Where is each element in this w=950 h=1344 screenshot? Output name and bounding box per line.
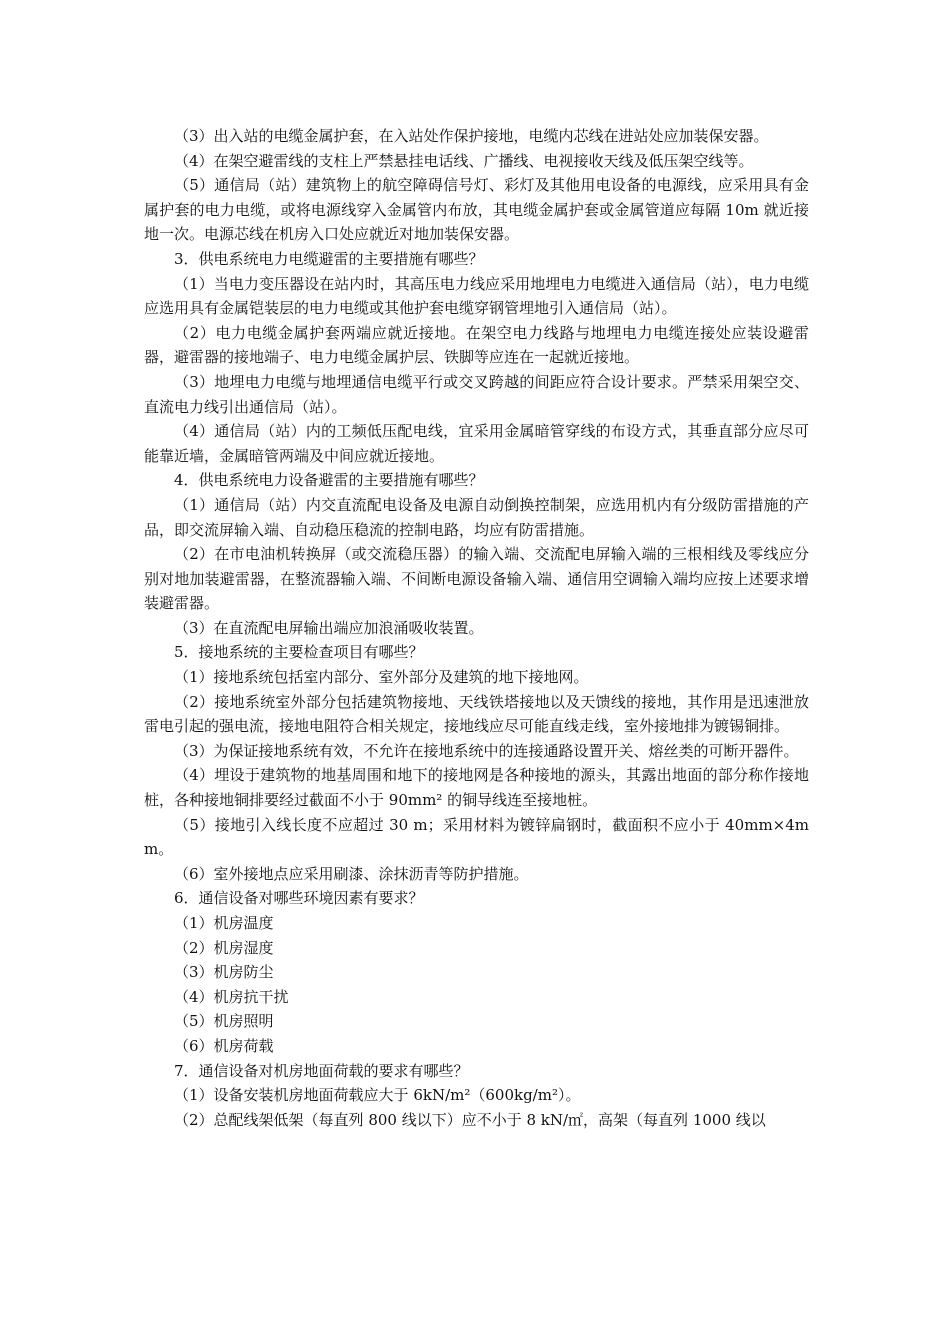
list-item-humidity: （2）机房湿度 [174,938,274,957]
section-heading-7: 7．通信设备对机房地面荷载的要求有哪些？ [174,1061,469,1080]
section-heading-3: 3．供电系统电力电缆避雷的主要措施有哪些？ [174,249,484,268]
paragraph-grounding-6: （6）室外接地点应采用刷漆、涂抹沥青等防护措施。 [174,864,529,883]
paragraph-cable-4: （4）通信局（站）内的工频低压配电线，宜采用金属暗管穿线的布设方式，其垂直部分应尽可能靠近墙，金属暗管两端及中间应就近接地。 [144,422,809,465]
paragraph-lightning-3: （3）出入站的电缆金属护套，在入站处作保护接地，电缆内芯线在进站处应加装保安器。 [174,127,769,145]
document-body [144,124,809,1132]
section-heading-4: 4．供电系统电力设备避雷的主要措施有哪些？ [174,471,484,490]
list-item-load: （6）机房荷载 [174,1036,274,1055]
paragraph-cable-3: （3）地埋电力电缆与地埋通信电缆平行或交叉跨越的间距应符合设计要求。严禁采用架空交、直流电力线引出通信局（站）。 [144,372,809,416]
paragraph-equipment-2: （2）在市电油机转换屏（或交流稳压器）的输入端、交流配电屏输入端的三根相线及零线应分别对地加装避雷器，在整流器输入端、不间断电源设备输入端、通信用空调输入端均应按上述要求增装避雷器。 [144,545,809,613]
list-item-interference: （4）机房抗干扰 [174,987,289,1006]
paragraph-lightning-5: （5）通信局（站）建筑物上的航空障碍信号灯、彩灯及其他用电设备的电源线，应采用具有金属护套的电力电缆，或将电源线穿入金属管内布放，其电缆金属护套或金属管道应每隔 10m 就近接地一次。电源芯线在机房入口处应就近对地加装保安器。 [144,176,809,244]
paragraph-floor-load-1: （1）设备安装机房地面荷载应大于 6kN/m²（600kg/m²）。 [174,1086,581,1105]
paragraph-grounding-5: （5）接地引入线长度不应超过 30 m；采用材料为镀锌扁钢时，截面积不应小于 40mm×4mm。 [144,815,809,859]
paragraph-grounding-3: （3）为保证接地系统有效，不允许在接地系统中的连接通路设置开关、熔丝类的可断开器件。 [174,741,799,760]
paragraph-floor-load-2: （2）总配线架低架（每直列 800 线以下）应不小于 8 kN/㎡，高架（每直列 1000 线以 [174,1110,766,1129]
list-item-temperature: （1）机房温度 [174,914,274,932]
paragraph-equipment-1: （1）通信局（站）内交直流配电设备及电源自动倒换控制架，应选用机内有分级防雷措施的产品，即交流屏输入端、自动稳压稳流的控制电路，均应有防雷措施。 [144,495,809,539]
list-item-dust: （3）机房防尘 [174,963,274,982]
paragraph-cable-1: （1）当电力变压器设在站内时，其高压电力线应采用地埋电力电缆进入通信局（站），电力电缆应选用具有金属铠装层的电力电缆或其他护套电缆穿钢管埋地引入通信局（站）。 [144,274,809,318]
paragraph-grounding-4: （4）埋设于建筑物的地基周围和地下的接地网是各种接地的源头，其露出地面的部分称作接地桩，各种接地铜排要经过截面不小于 90mm² 的铜导线连至接地桩。 [144,766,809,810]
list-item-lighting: （5）机房照明 [174,1012,274,1031]
paragraph-lightning-4: （4）在架空避雷线的支柱上严禁悬挂电话线、广播线、电视接收天线及低压架空线等。 [174,151,754,170]
paragraph-equipment-3: （3）在直流配电屏输出端应加浪涌吸收装置。 [174,618,484,637]
section-heading-6: 6．通信设备对哪些环境因素有要求？ [174,889,424,908]
paragraph-grounding-2: （2）接地系统室外部分包括建筑物接地、天线铁塔接地以及天馈线的接地，其作用是迅速泄放雷电引起的强电流，接地电阻符合相关规定，接地线应尽可能直线走线，室外接地排为镀锡铜排。 [144,692,809,736]
paragraph-cable-2: （2）电力电缆金属护套两端应就近接地。在架空电力线路与地埋电力电缆连接处应装设避雷器，避雷器的接地端子、电力电缆金属护层、铁脚等应连在一起就近接地。 [144,323,809,367]
section-heading-5: 5．接地系统的主要检查项目有哪些？ [174,643,424,662]
paragraph-grounding-1: （1）接地系统包括室内部分、室外部分及建筑的地下接地网。 [174,668,589,687]
